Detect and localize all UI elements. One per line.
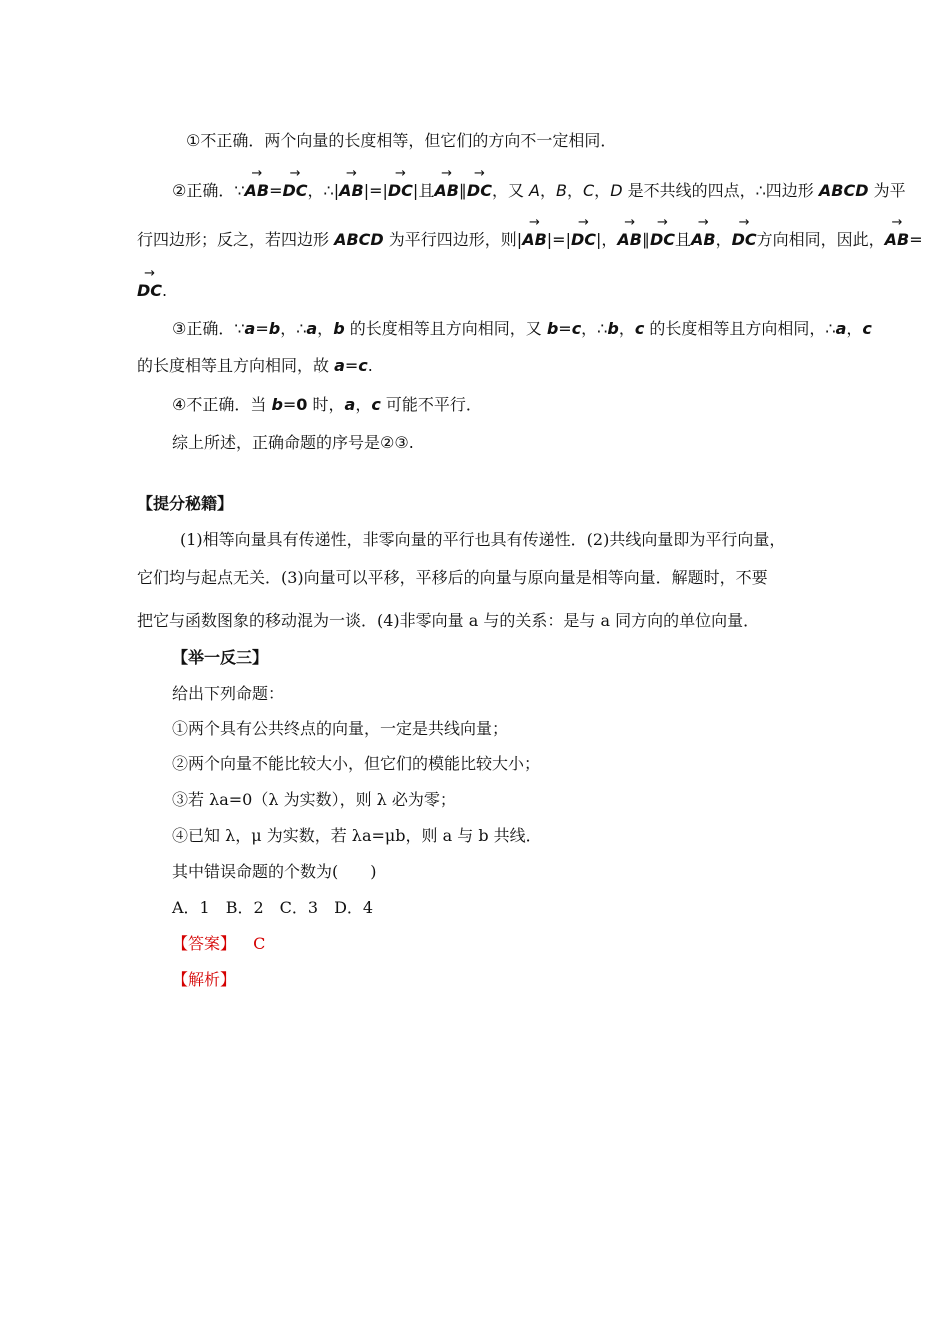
tips-heading: 【提分秘籍】 [137,494,234,513]
solution-item-2-line-2: 行四边形；反之，若四边形 ABCD 为平行四边形，则|→ AB|=|→ DC|，→ AB∥→ DC且→ AB，→ DC方向相同，因此，→ AB= [137,229,923,251]
analysis-label: 【解析】 [172,970,237,989]
practice-item-4: ④已知 λ，μ 为实数，若 λa=μb，则 a 与 b 共线． [172,826,542,845]
solution-item-2-line-1: ②正确．∵→ AB=→ DC，∴|→ AB|=|→ DC|且→ AB∥→ DC，又 A，B，C，D 是不共线的四点，∴四边形 ABCD 为平 [172,180,906,202]
solution-item-1: ①不正确．两个向量的长度相等，但它们的方向不一定相同． [186,131,617,150]
solution-item-3-line-1: ③正确．∵a=b，∴a，b 的长度相等且方向相同，又 b=c，∴b，c 的长度相等且方向相同，∴a，c [172,319,872,338]
solution-item-2-line-3: → DC. [137,280,167,302]
practice-options: A．1 B．2 C．3 D．4 [172,898,374,917]
tips-line-1: (1)相等向量具有传递性，非零向量的平行也具有传递性．(2)共线向量即为平行向量， [180,530,786,549]
practice-heading: 【举一反三】 [172,648,269,667]
answer-label: 【答案】 [172,934,237,953]
tips-line-3: 把它与函数图象的移动混为一谈．(4)非零向量 a 与的关系：是与 a 同方向的单位向量． [137,611,760,630]
answer-row [172,933,265,955]
solution-item-4: ④不正确．当 b=0 时，a，c 可能不平行． [172,395,482,414]
practice-item-3: ③若 λa=0（λ 为实数），则 λ 必为零； [172,790,456,809]
practice-item-2: ②两个向量不能比较大小，但它们的模能比较大小； [172,754,541,773]
answer-value: C [253,934,266,953]
practice-item-1: ①两个具有公共终点的向量，一定是共线向量； [172,719,509,738]
tips-line-2: 它们均与起点无关．(3)向量可以平移，平移后的向量与原向量是相等向量．解题时，不要 [137,568,768,587]
practice-intro: 给出下列命题： [172,684,285,703]
solution-item-3-line-2: 的长度相等且方向相同，故 a=c. [137,356,373,375]
solution-conclusion: 综上所述，正确命题的序号是②③. [172,433,414,452]
practice-question: 其中错误命题的个数为( ) [172,862,377,881]
